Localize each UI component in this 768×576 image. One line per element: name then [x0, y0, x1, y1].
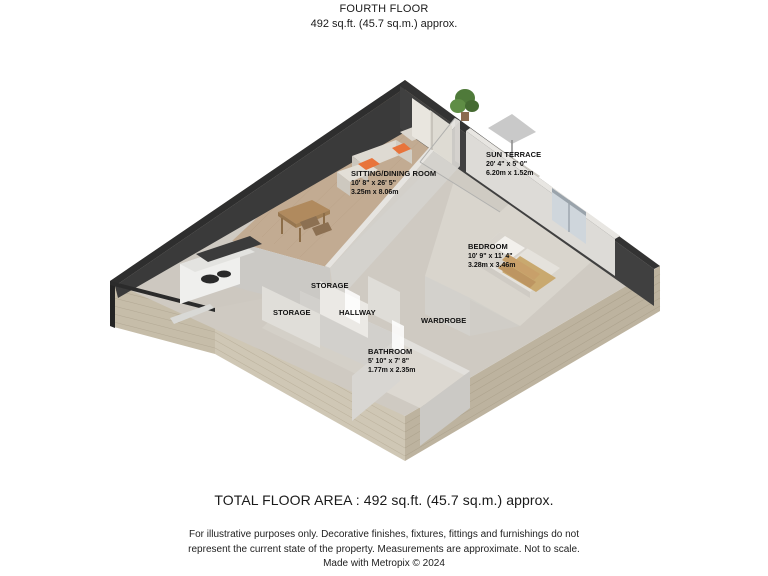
room-dim-imperial: 5' 10" x 7' 8" [368, 357, 410, 365]
room-dim-metric: 1.77m x 2.35m [368, 367, 416, 374]
floor-area: 492 sq.ft. (45.7 sq.m.) approx. [310, 18, 458, 30]
disclaimer-line-2: represent the current state of the property. Measurements are approximate. Not to scale. [188, 543, 580, 555]
disclaimer-line-1: For illustrative purposes only. Decorative finishes, fixtures, fittings and furnishings do not [189, 529, 579, 540]
room-label-storage-upper [311, 281, 349, 291]
room-name: SITTING/DINING ROOM [351, 169, 437, 178]
room-dim-metric: 6.20m x 1.52m [486, 170, 534, 177]
room-label-sun-terrace [486, 150, 541, 179]
room-dim-metric: 3.28m x 3.46m [468, 262, 516, 269]
floor-title: FOURTH FLOOR [339, 3, 429, 15]
room-label-bathroom [368, 347, 415, 376]
room-name: SUN TERRACE [486, 150, 542, 159]
disclaimer-line-3: Made with Metropix © 2024 [323, 558, 445, 569]
room-label-sitting-dining [351, 169, 436, 198]
room-dim-metric: 3.25m x 8.06m [351, 189, 399, 196]
floor-plan-header [0, 0, 768, 32]
room-name: HALLWAY [339, 308, 376, 317]
room-label-storage-lower [273, 308, 311, 318]
total-floor-area: TOTAL FLOOR AREA : 492 sq.ft. (45.7 sq.m.) approx. [214, 492, 554, 508]
floor-plan-illustration [0, 36, 768, 476]
room-label-hallway [339, 308, 376, 318]
room-name: STORAGE [311, 281, 349, 290]
disclaimer [0, 528, 768, 572]
room-name: BEDROOM [468, 242, 508, 251]
room-dim-imperial: 10' 8" x 26' 5" [351, 179, 396, 187]
room-label-wardrobe [421, 316, 466, 326]
room-dim-imperial: 10' 9" x 11' 4" [468, 252, 513, 260]
room-name: BATHROOM [368, 347, 413, 356]
room-name: STORAGE [273, 308, 311, 317]
room-name: WARDROBE [421, 316, 467, 325]
room-dim-imperial: 20' 4" x 5' 0" [486, 160, 528, 168]
floor-plan-svg [0, 36, 768, 476]
room-label-bedroom [468, 242, 515, 271]
